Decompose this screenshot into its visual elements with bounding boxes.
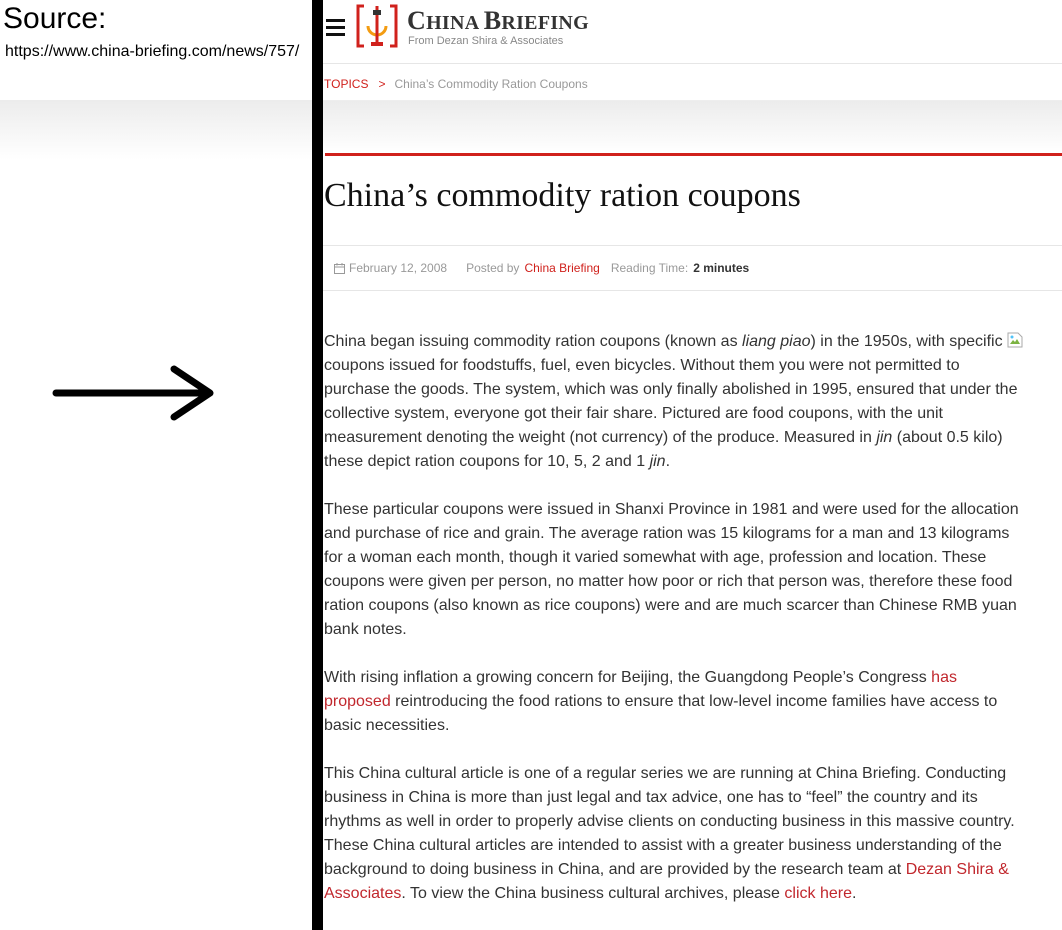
breadcrumb-bar — [323, 65, 1062, 101]
paragraph-4 — [324, 762, 1024, 906]
p1-italic-1: liang piao — [742, 333, 811, 350]
p4-text-c: . — [851, 885, 857, 902]
title-rule — [325, 153, 1062, 156]
p3-text-a: With rising inflation a growing concern for Beijing, the Guangdong People’s Congress — [324, 669, 932, 686]
logo-text-hina: HINA — [426, 12, 484, 34]
source-label: Source: — [3, 2, 107, 35]
article-body — [324, 330, 1024, 930]
broken-image-icon[interactable] — [1007, 332, 1023, 348]
hamburger-icon[interactable] — [326, 19, 345, 36]
china-briefing-logo-icon[interactable] — [356, 4, 398, 48]
p1-italic-3: jin — [649, 453, 666, 470]
has-proposed-link[interactable]: has proposed — [324, 669, 957, 710]
divider-bar — [312, 0, 323, 930]
article-meta — [323, 245, 1062, 291]
p3-text-b: reintroducing the food rations to ensure that low-level income families have access to basic necessities. — [324, 693, 998, 734]
p4-text-a: This China cultural article is one of a regular series we are running at China Briefing. Conducting business in China is more than just legal and tax advice, one has to “feel” the country and its rhythms as well in order to properly advise clients on conducting business in this massive country. These China cultural articles are intended to assist with a greater business understanding of the background to doing business in China, and are provided by the research team at — [324, 765, 1015, 878]
annotation-panel — [0, 0, 312, 930]
reading-time-label: Reading Time: — [610, 261, 689, 275]
breadcrumb-separator: > — [378, 77, 386, 91]
p1-text-a: China began issuing commodity ration coupons (known as — [324, 333, 743, 350]
p1-text-b: ) in the 1950s, with specific — [810, 333, 1003, 350]
calendar-icon — [334, 263, 345, 274]
reading-time-value: 2 minutes — [693, 261, 750, 275]
p1-text-e: . — [665, 453, 671, 470]
breadcrumb-current: China’s Commodity Ration Coupons — [394, 77, 588, 91]
p1-text-c: coupons issued for foodstuffs, fuel, even bicycles. Without them you were not permitted to purchase the goods. The system, which was only finally abolished in 1995, ensured that under the collective system, everyone got their fair share. Pictured are food coupons, with the unit measurement denoting the weight (not currency) of the produce. Measured in — [324, 357, 1018, 446]
click-here-link[interactable]: click here — [784, 885, 852, 902]
paragraph-1 — [324, 330, 1024, 474]
p1-text-d: (about 0.5 kilo) these depict ration coupons for 10, 5, 2 and 1 — [324, 429, 1003, 470]
shade — [0, 100, 312, 160]
logo-subtitle: From Dezan Shira & Associates — [408, 35, 564, 47]
p4-text-b: . To view the China business cultural archives, please — [401, 885, 785, 902]
breadcrumb-topics-link[interactable]: TOPICS — [324, 77, 369, 91]
logo-text-riefing: RIEFING — [501, 12, 590, 34]
website — [323, 0, 1062, 930]
paragraph-2: These particular coupons were issued in Shanxi Province in 1981 and were used for the allocation and purchase of rice and grain. The average ration was 15 kilograms for a man and 13 kilograms for a woman each month, though it varied somewhat with age, profession and location. These coupons were given per person, no matter how poor or rich that person was, therefore these food ration coupons (also known as rice coupons) were and are much scarcer than Chinese RMB yuan bank notes. — [324, 501, 1019, 638]
dezan-shira-link[interactable]: Dezan Shira & Associates — [324, 861, 1009, 902]
right-arrow-icon — [52, 364, 218, 422]
header-shadow — [323, 101, 1062, 153]
paragraph-3 — [324, 666, 1024, 738]
logo-letter-b: B — [483, 6, 502, 35]
page-title: China’s commodity ration coupons — [324, 177, 801, 214]
publish-date: February 12, 2008 — [349, 261, 448, 275]
source-url: https://www.china-briefing.com/news/757/ — [5, 43, 300, 60]
author-link[interactable]: China Briefing — [524, 261, 600, 275]
posted-by-label: Posted by — [466, 261, 520, 275]
site-header — [323, 0, 1062, 64]
logo-title[interactable] — [407, 6, 589, 38]
p1-italic-2: jin — [876, 429, 893, 446]
breadcrumb — [324, 77, 588, 91]
logo-letter-c: C — [407, 6, 427, 35]
